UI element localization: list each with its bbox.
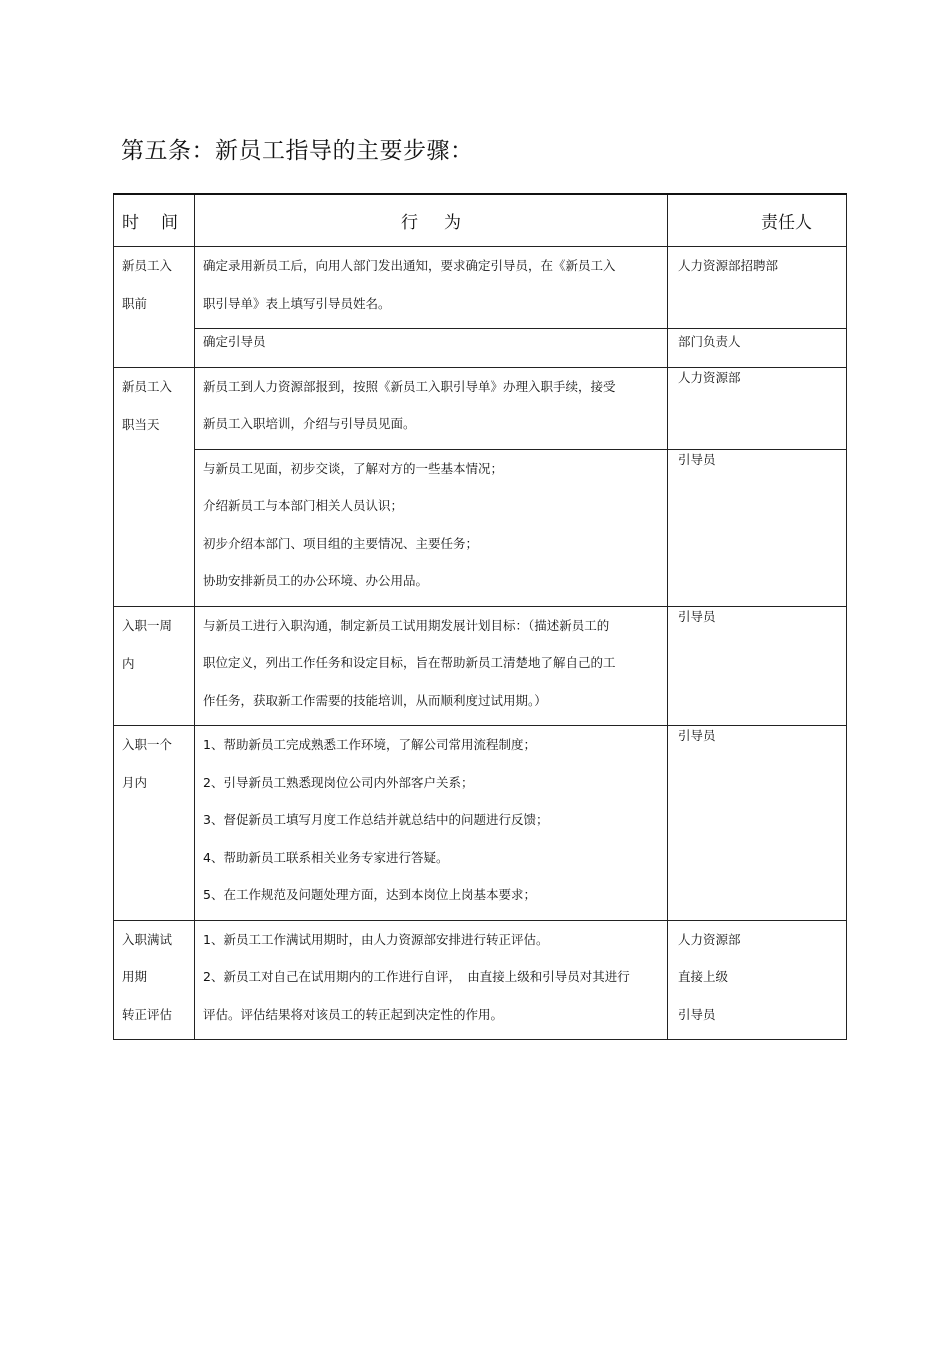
header-action: 行 为	[195, 194, 668, 247]
table-row	[114, 449, 847, 606]
responsible-cell: 引导员	[668, 449, 847, 606]
onboarding-steps-table	[113, 193, 847, 1040]
responsible-cell: 人力资源部 直接上级 引导员	[668, 920, 847, 1040]
stage-time-cell: 新员工入 职前	[114, 247, 195, 368]
table-row	[114, 247, 847, 329]
responsible-cell: 引导员	[668, 726, 847, 921]
header-responsible: 责任人	[668, 194, 847, 247]
stage-time-cell: 新员工入 职当天	[114, 367, 195, 606]
stage-time-cell: 入职满试 用期 转正评估	[114, 920, 195, 1040]
action-cell: 与新员工进行入职沟通，制定新员工试用期发展计划目标：（描述新员工的 职位定义，列出工作任务和设定目标，旨在帮助新员工清楚地了解自己的工 作任务，获取新工作需要的技能培训，从而顺利度过试用期。）	[195, 606, 668, 726]
table-row	[114, 726, 847, 921]
page-title: 第五条：新员工指导的主要步骤：	[121, 138, 474, 164]
action-cell: 与新员工见面，初步交谈，了解对方的一些基本情况； 介绍新员工与本部门相关人员认识； 初步介绍本部门、项目组的主要情况、主要任务； 协助安排新员工的办公环境、办公用品。	[195, 449, 668, 606]
responsible-cell: 人力资源部招聘部	[668, 247, 847, 329]
responsible-cell: 人力资源部	[668, 367, 847, 449]
table-header-row	[114, 194, 847, 247]
responsible-cell: 引导员	[668, 606, 847, 726]
table-row	[114, 606, 847, 726]
action-cell: 1、新员工工作满试用期时，由人力资源部安排进行转正评估。 2、新员工对自己在试用期内的工作进行自评， 由直接上级和引导员对其进行 评估。评估结果将对该员工的转正起到决定性的作用。	[195, 920, 668, 1040]
action-cell: 1、帮助新员工完成熟悉工作环境，了解公司常用流程制度； 2、引导新员工熟悉现岗位公司内外部客户关系； 3、督促新员工填写月度工作总结并就总结中的问题进行反馈； 4、帮助新员工联系相关业务专家进行答疑。 5、在工作规范及问题处理方面，达到本岗位上岗基本要求；	[195, 726, 668, 921]
table-row	[114, 329, 847, 368]
table-row	[114, 920, 847, 1040]
action-cell: 确定录用新员工后，向用人部门发出通知，要求确定引导员，在《新员工入 职引导单》表上填写引导员姓名。	[195, 247, 668, 329]
stage-time-cell: 入职一周 内	[114, 606, 195, 726]
table-row	[114, 367, 847, 449]
responsible-cell: 部门负责人	[668, 329, 847, 368]
action-cell: 新员工到人力资源部报到，按照《新员工入职引导单》办理入职手续，接受 新员工入职培训，介绍与引导员见面。	[195, 367, 668, 449]
stage-time-cell: 入职一个 月内	[114, 726, 195, 921]
action-cell: 确定引导员	[195, 329, 668, 368]
header-time: 时 间	[114, 194, 195, 247]
